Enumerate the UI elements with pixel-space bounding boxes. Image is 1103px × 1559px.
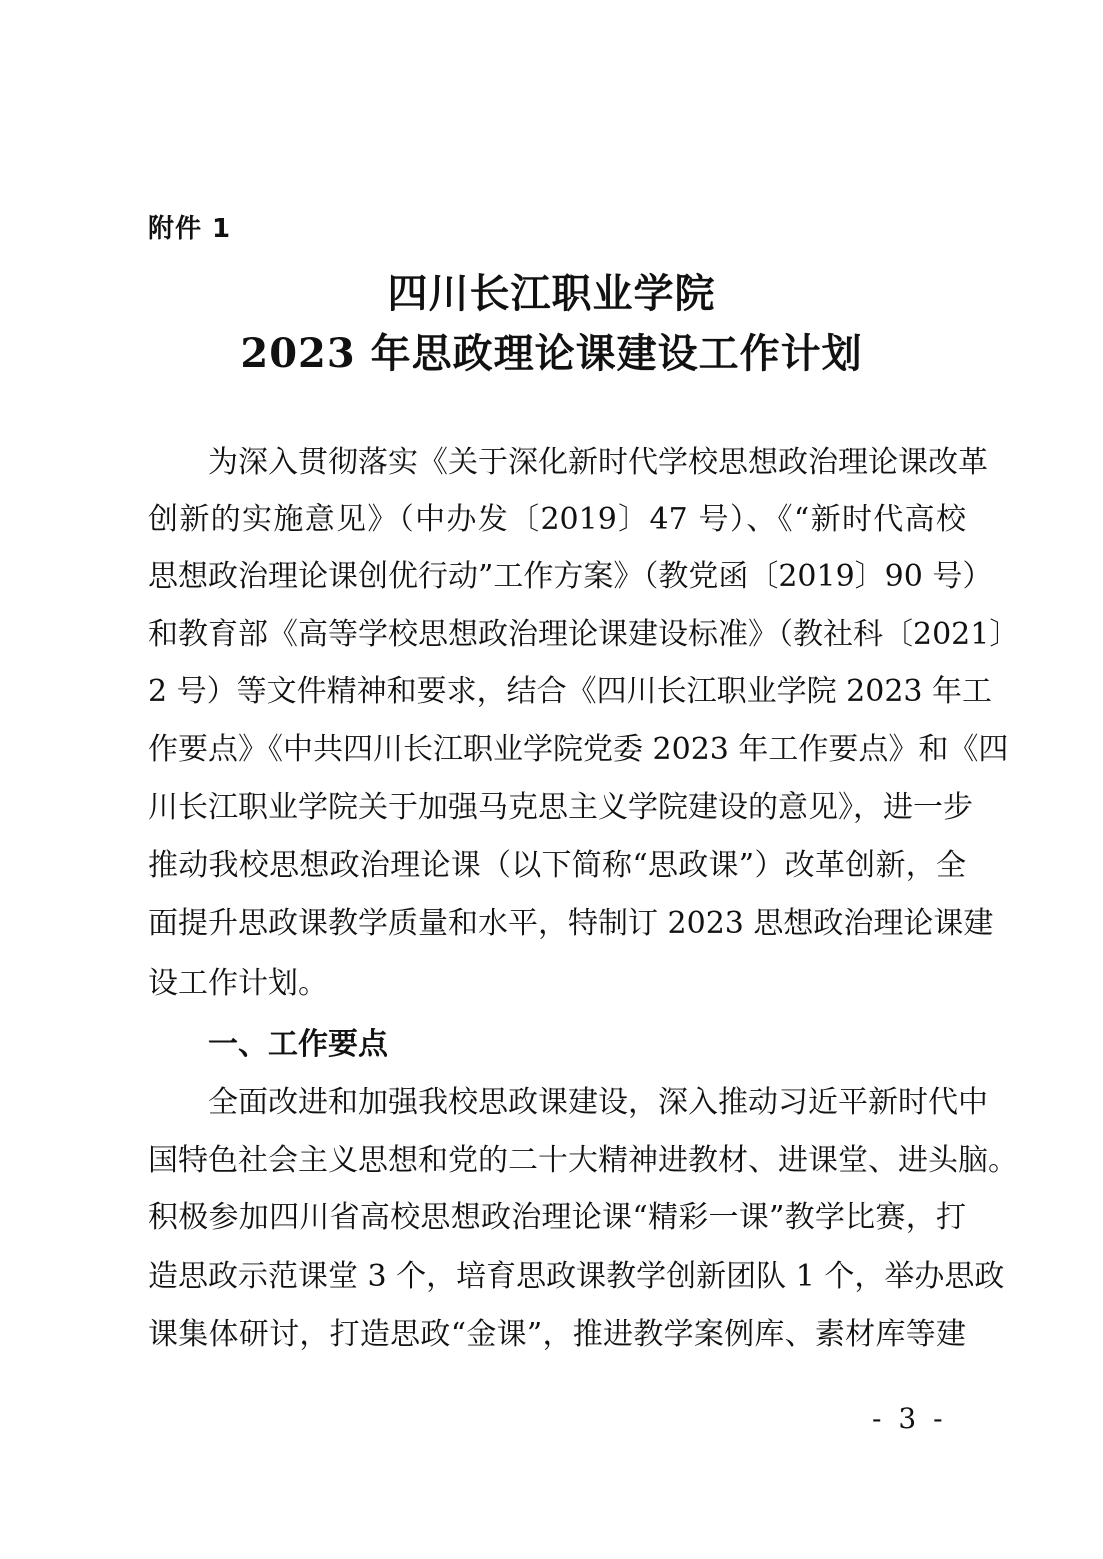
paragraph-line: 2 号）等文件精神和要求，结合《四川长江职业学院 2023 年工	[148, 674, 993, 709]
attachment-label: 附件 1	[148, 214, 232, 244]
paragraph-line: 面提升思政课教学质量和水平，特制订 2023 思想政治理论课建	[148, 906, 994, 941]
paragraph-line: 造思政示范课堂 3 个，培育思政课教学创新团队 1 个，举办思政	[148, 1259, 1005, 1294]
paragraph-line: 川长江职业学院关于加强马克思主义学院建设的意见》，进一步	[148, 790, 973, 825]
paragraph-line: 课集体研讨，打造思政“金课”，推进教学案例库、素材库等建	[148, 1317, 966, 1352]
paragraph-line: 推动我校思想政治理论课（以下简称“思政课”）改革创新，全	[148, 848, 966, 883]
paragraph-line: 设工作计划。	[148, 966, 328, 1001]
section-heading-work-points: 一、工作要点	[208, 1027, 388, 1062]
paragraph-line: 作要点》《中共四川长江职业学院党委 2023 年工作要点》和《四	[148, 732, 1009, 767]
paragraph-line: 和教育部《高等学校思想政治理论课建设标准》（教社科〔2021〕	[148, 617, 1020, 652]
page-number: - 3 -	[872, 1402, 947, 1435]
paragraph-line: 积极参加四川省高校思想政治理论课“精彩一课”教学比赛，打	[148, 1200, 966, 1235]
paragraph-line: 国特色社会主义思想和党的二十大精神进教材、进课堂、进头脑。	[148, 1143, 1018, 1178]
document-title-line-2: 2023 年思政理论课建设工作计划	[240, 330, 863, 377]
document-title-line-1: 四川长江职业学院	[387, 270, 716, 317]
paragraph-line: 创新的实施意见》（中办发〔2019〕47 号）、《“新时代高校	[148, 502, 966, 537]
paragraph-line: 全面改进和加强我校思政课建设，深入推动习近平新时代中	[208, 1085, 988, 1120]
paragraph-line: 为深入贯彻落实《关于深化新时代学校思想政治理论课改革	[208, 445, 988, 480]
paragraph-line: 思想政治理论课创优行动”工作方案》（教党函〔2019〕90 号）	[148, 559, 993, 594]
